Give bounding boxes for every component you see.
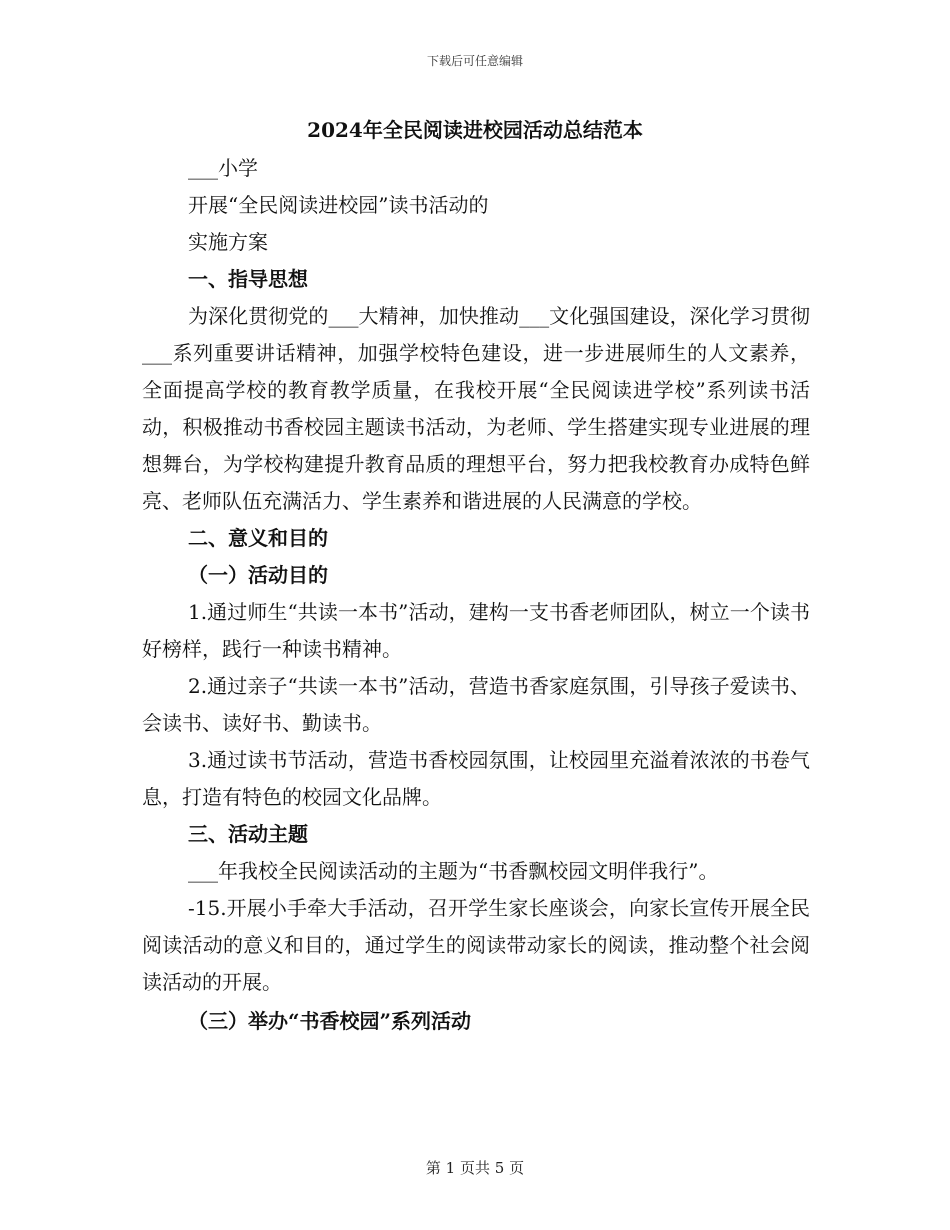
subheading-book-campus-activities: （三）举办“书香校园”系列活动: [188, 1009, 472, 1033]
guiding-ideology-paragraph: [142, 298, 810, 520]
list-item-text: 2.通过亲子“共读一本书”活动，营造书香家庭氛围，引导孩子爱读书、会读书、读好书、勤读书。: [142, 674, 810, 735]
purpose-item-3: [142, 742, 810, 816]
document-body: [142, 150, 810, 1040]
parent-child-activity-paragraph: [142, 890, 810, 1001]
header-note: 下载后可任意编辑: [426, 54, 523, 68]
section-heading-activity-theme: 三、活动主题: [188, 822, 308, 846]
plan-title-line-1: 开展“全民阅读进校园”读书活动的: [188, 193, 489, 217]
section-heading-meaning-purpose: 二、意义和目的: [188, 526, 328, 550]
school-line: ___小学: [188, 156, 258, 180]
list-item-text: 3.通过读书节活动，营造书香校园氛围，让校园里充溢着浓浓的书卷气息，打造有特色的校园文化品牌。: [142, 748, 810, 809]
paragraph-text: -15.开展小手牵大手活动，召开学生家长座谈会，向家长宣传开展全民阅读活动的意义和目的，通过学生的阅读带动家长的阅读，推动整个社会阅读活动的开展。: [142, 896, 810, 994]
document-title: 2024年全民阅读进校园活动总结范本: [307, 118, 643, 142]
list-item-text: 1.通过师生“共读一本书”活动，建构一支书香老师团队，树立一个读书好榜样，践行一种读书精神。: [142, 600, 810, 661]
subheading-activity-purpose: （一）活动目的: [188, 563, 328, 587]
theme-paragraph: [142, 853, 810, 890]
section-heading-guiding-ideology: 一、指导思想: [188, 267, 308, 291]
purpose-item-1: [142, 594, 810, 668]
paragraph-text: 为深化贯彻党的___大精神，加快推动___文化强国建设，深化学习贯彻___系列重要讲话精神，加强学校特色建设，进一步进展师生的人文素养，全面提高学校的教育教学质量，在我校开展“全民阅读进学校”系列读书活动，积极推动书香校园主题读书活动，为老师、学生搭建实现专业进展的理想舞台，为学校构建提升教育品质的理想平台，努力把我校教育办成特色鲜亮、老师队伍充满活力、学生素养和谐进展的人民满意的学校。: [142, 304, 810, 513]
plan-title-line-2: 实施方案: [188, 230, 268, 254]
paragraph-text: ___年我校全民阅读活动的主题为“书香飘校园文明伴我行”。: [188, 859, 719, 883]
purpose-item-2: [142, 668, 810, 742]
page-footer: 第 1 页共 5 页: [425, 1159, 525, 1177]
